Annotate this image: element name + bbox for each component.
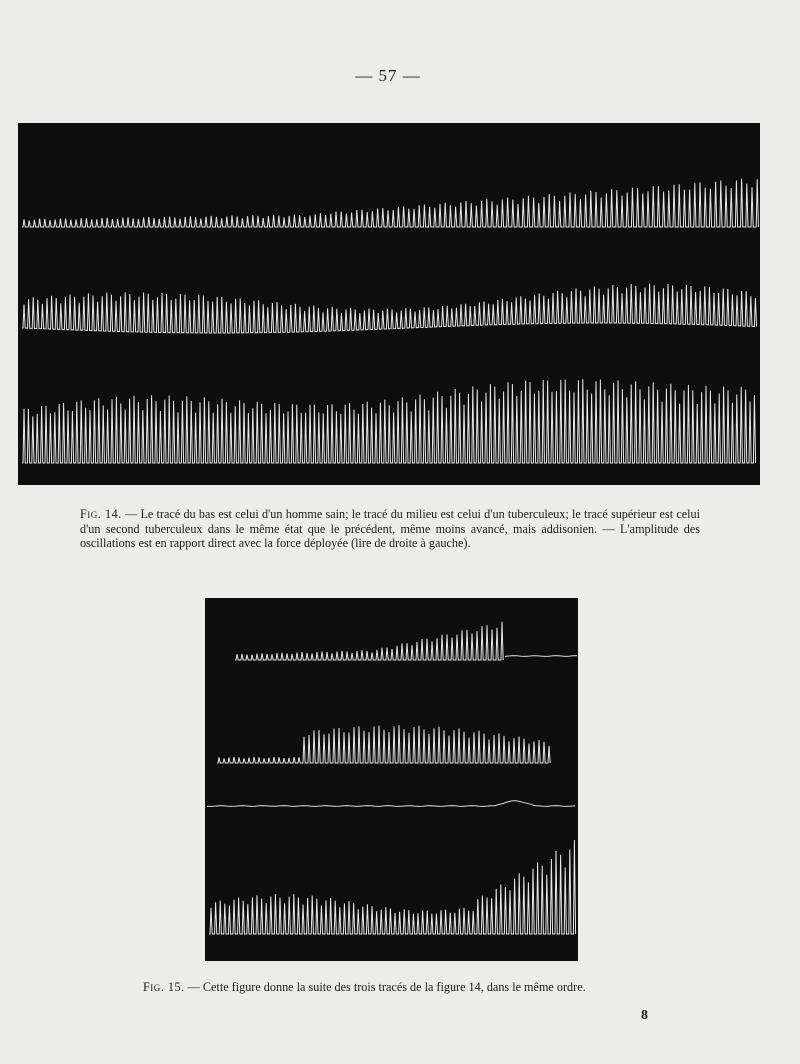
figure-14-label: Fig. 14.: [80, 507, 122, 521]
figure-14-caption: [80, 507, 700, 551]
figure-15-label: Fig. 15.: [143, 980, 185, 994]
signature-mark: 8: [641, 1008, 648, 1023]
fig14-trace-middle: [22, 284, 757, 333]
figure-15-caption: [143, 980, 683, 995]
fig15-trace-bottom: [209, 840, 576, 934]
figure-15-traces: [205, 598, 578, 961]
fig15-trace-top-tail: [505, 656, 577, 657]
figure-14-caption-text: — Le tracé du bas est celui d'un homme sain; le tracé du milieu est celui d'un tuberculeux; le tracé supérieur est celui d'un second tuberculeux dans le même état que le précédent, même moins avancé, mais addisonien. — L'amplitude des oscillations est en rapport direct avec la force déployée (lire de droite à gauche).: [80, 507, 700, 550]
figure-14-traces: [18, 123, 760, 485]
fig15-trace-top: [235, 622, 503, 660]
figure-14-plate: [18, 123, 760, 485]
figure-15-caption-text: — Cette figure donne la suite des trois tracés de la figure 14, dans le même ordre.: [184, 980, 586, 994]
fig15-trace-flat: [207, 801, 575, 807]
fig15-trace-middle: [217, 725, 550, 763]
page-number: — 57 —: [355, 66, 421, 85]
fig14-trace-top: [22, 179, 758, 227]
fig14-trace-bottom: [22, 379, 756, 463]
figure-15-plate: [205, 598, 578, 961]
